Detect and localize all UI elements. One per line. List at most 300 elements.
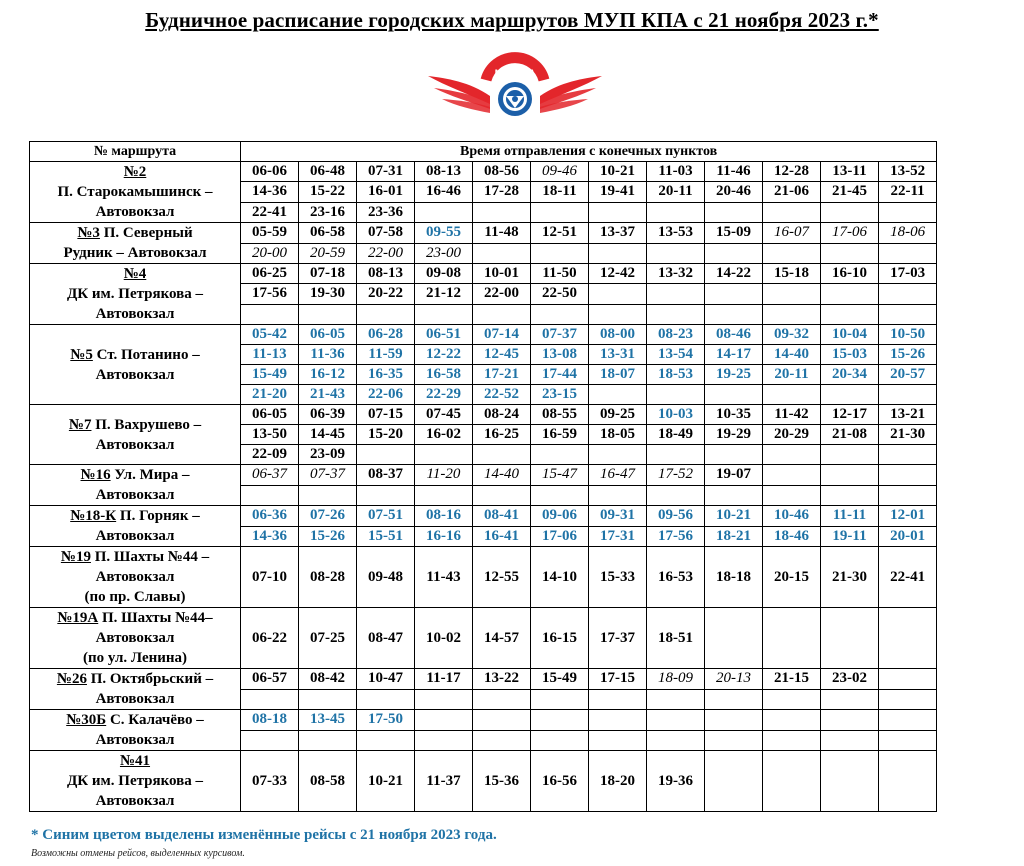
departure-time-cell: 11-37 (415, 751, 473, 812)
departure-time-cell (647, 243, 705, 264)
route-name-line: Автовокзал (95, 630, 175, 646)
departure-time-cell (473, 243, 531, 264)
departure-time-cell (531, 710, 589, 731)
departure-time-cell: 07-10 (241, 547, 299, 608)
departure-time-cell (647, 689, 705, 710)
departure-time-cell (821, 243, 879, 264)
departure-time-cell: 18-11 (531, 182, 589, 202)
departure-time-cell (589, 243, 647, 264)
departure-time-cell: 11-17 (415, 669, 473, 690)
departure-time-cell: 06-51 (415, 325, 473, 345)
departure-time-cell (357, 445, 415, 465)
departure-time-cell (763, 608, 821, 669)
route-cell (30, 710, 241, 751)
departure-time-cell (821, 608, 879, 669)
departure-time-cell (763, 243, 821, 264)
departure-time-cell: 07-37 (299, 465, 357, 486)
departure-time-cell: 14-36 (241, 182, 299, 202)
route-cell (30, 264, 241, 325)
route-name-line: П. Старокамышинск – (57, 184, 213, 200)
schedule-row (30, 751, 937, 812)
departure-time-cell: 12-28 (763, 162, 821, 182)
departure-time-cell: 15-03 (821, 345, 879, 365)
departure-time-cell (879, 485, 937, 506)
route-number: №3 (77, 225, 100, 241)
departure-time-cell: 08-55 (531, 405, 589, 425)
departure-time-cell: 09-08 (415, 264, 473, 284)
departure-time-cell (879, 304, 937, 324)
route-number: №7 (68, 416, 92, 433)
departure-time-cell (473, 730, 531, 751)
departure-time-cell (589, 730, 647, 751)
departure-time-cell: 06-36 (241, 506, 299, 527)
departure-time-cell: 16-02 (415, 425, 473, 445)
departure-time-cell (531, 689, 589, 710)
departure-time-cell: 06-58 (299, 223, 357, 244)
departure-time-cell: 09-48 (357, 547, 415, 608)
departure-time-cell: 06-05 (241, 405, 299, 425)
departure-time-cell: 07-15 (357, 405, 415, 425)
departure-time-cell: 15-36 (473, 751, 531, 812)
departure-time-cell: 16-47 (589, 465, 647, 486)
departure-time-cell: 07-45 (415, 405, 473, 425)
departure-time-cell: 08-00 (589, 325, 647, 345)
departure-time-cell: 17-21 (473, 365, 531, 385)
departure-time-cell: 12-51 (531, 223, 589, 244)
departure-time-cell (531, 202, 589, 222)
departure-time-cell: 10-46 (763, 506, 821, 527)
departure-time-cell: 15-47 (531, 465, 589, 486)
departure-time-cell (763, 751, 821, 812)
departure-time-cell: 22-09 (241, 445, 299, 465)
departure-time-cell: 10-47 (357, 669, 415, 690)
departure-time-cell: 17-56 (241, 284, 299, 304)
departure-time-cell: 16-25 (473, 425, 531, 445)
departure-time-cell (879, 689, 937, 710)
departure-time-cell: 06-37 (241, 465, 299, 486)
departure-time-cell: 08-42 (299, 669, 357, 690)
departure-time-cell (705, 445, 763, 465)
departure-time-cell: 23-15 (531, 385, 589, 405)
departure-time-cell: 21-45 (821, 182, 879, 202)
departure-time-cell: 16-41 (473, 526, 531, 547)
departure-time-cell (821, 385, 879, 405)
route-name-line: Автовокзал (95, 366, 175, 383)
departure-time-cell: 19-36 (647, 751, 705, 812)
departure-time-cell: 13-08 (531, 345, 589, 365)
departure-time-cell: 17-06 (531, 526, 589, 547)
departure-time-cell (241, 689, 299, 710)
departure-time-cell: 11-36 (299, 345, 357, 365)
departure-time-cell: 20-01 (879, 526, 937, 547)
departure-time-cell: 07-51 (357, 506, 415, 527)
departure-time-cell (531, 445, 589, 465)
departure-time-cell: 19-25 (705, 365, 763, 385)
departure-time-cell (821, 284, 879, 304)
departure-time-cell: 07-37 (531, 325, 589, 345)
departure-time-cell: 07-33 (241, 751, 299, 812)
departure-time-cell (589, 284, 647, 304)
departure-time-cell: 22-00 (357, 243, 415, 264)
departure-time-cell: 18-18 (705, 547, 763, 608)
departure-time-cell: 18-07 (589, 365, 647, 385)
departure-time-cell: 21-30 (879, 425, 937, 445)
departure-time-cell: 20-22 (357, 284, 415, 304)
departure-time-cell: 13-45 (299, 710, 357, 731)
departure-time-cell: 17-50 (357, 710, 415, 731)
route-name-line: ДК им. Петрякова – (66, 773, 204, 789)
schedule-row (30, 669, 937, 690)
departure-time-cell (299, 485, 357, 506)
route-name-line: Автовокзал (95, 528, 175, 544)
departure-time-cell (879, 445, 937, 465)
route-name-line: С. Калачёво – (106, 712, 204, 728)
route-name-line: П. Октябрьский – (86, 671, 214, 687)
schedule-row (30, 264, 937, 284)
departure-time-cell: 19-07 (705, 465, 763, 486)
departure-time-cell (879, 284, 937, 304)
header-route-number: № маршрута (30, 142, 241, 162)
departure-time-cell: 17-31 (589, 526, 647, 547)
departure-time-cell: 10-02 (415, 608, 473, 669)
departure-time-cell (821, 730, 879, 751)
departure-time-cell (705, 243, 763, 264)
departure-time-cell (763, 445, 821, 465)
departure-time-cell: 14-40 (473, 465, 531, 486)
route-name-line: Ул. Мира – (110, 467, 190, 483)
departure-time-cell: 06-57 (241, 669, 299, 690)
route-name-line: (по пр. Славы) (84, 589, 186, 605)
departure-time-cell: 17-52 (647, 465, 705, 486)
svg-text:МУП КПА: МУП КПА (494, 68, 536, 78)
departure-time-cell: 15-22 (299, 182, 357, 202)
departure-time-cell: 20-29 (763, 425, 821, 445)
departure-time-cell: 20-15 (763, 547, 821, 608)
departure-time-cell (357, 304, 415, 324)
route-name-line: (по ул. Ленина) (82, 650, 188, 666)
schedule-row (30, 506, 937, 527)
departure-time-cell (473, 445, 531, 465)
departure-time-cell: 15-33 (589, 547, 647, 608)
departure-time-cell: 17-28 (473, 182, 531, 202)
departure-time-cell: 18-05 (589, 425, 647, 445)
departure-time-cell (589, 202, 647, 222)
departure-time-cell (589, 710, 647, 731)
departure-time-cell: 12-22 (415, 345, 473, 365)
schedule-row (30, 223, 937, 244)
departure-time-cell: 18-53 (647, 365, 705, 385)
departure-time-cell: 09-31 (589, 506, 647, 527)
route-name-line: П. Северный (99, 225, 193, 241)
departure-time-cell: 09-46 (531, 162, 589, 182)
departure-time-cell: 06-25 (241, 264, 299, 284)
departure-time-cell (415, 445, 473, 465)
schedule-row (30, 325, 937, 345)
departure-time-cell (531, 485, 589, 506)
departure-time-cell: 18-51 (647, 608, 705, 669)
departure-time-cell: 12-17 (821, 405, 879, 425)
departure-time-cell (763, 202, 821, 222)
departure-time-cell: 16-58 (415, 365, 473, 385)
departure-time-cell (705, 202, 763, 222)
departure-time-cell (589, 689, 647, 710)
departure-time-cell: 15-09 (705, 223, 763, 244)
departure-time-cell (647, 385, 705, 405)
departure-time-cell (821, 689, 879, 710)
departure-time-cell: 17-03 (879, 264, 937, 284)
departure-time-cell: 19-41 (589, 182, 647, 202)
departure-time-cell: 10-50 (879, 325, 937, 345)
departure-time-cell: 13-52 (879, 162, 937, 182)
departure-time-cell (705, 485, 763, 506)
departure-time-cell (821, 465, 879, 486)
departure-time-cell: 18-21 (705, 526, 763, 547)
departure-time-cell (357, 689, 415, 710)
departure-time-cell: 20-11 (647, 182, 705, 202)
schedule-row (30, 710, 937, 731)
departure-time-cell: 12-01 (879, 506, 937, 527)
departure-time-cell (241, 485, 299, 506)
departure-time-cell: 16-56 (531, 751, 589, 812)
departure-time-cell: 14-45 (299, 425, 357, 445)
departure-time-cell (415, 304, 473, 324)
route-name-line: ДК им. Петрякова – (66, 286, 204, 302)
route-cell (30, 608, 241, 669)
departure-time-cell (763, 465, 821, 486)
departure-time-cell: 11-11 (821, 506, 879, 527)
departure-time-cell: 19-11 (821, 526, 879, 547)
departure-time-cell: 09-55 (415, 223, 473, 244)
departure-time-cell: 21-08 (821, 425, 879, 445)
departure-time-cell: 13-32 (647, 264, 705, 284)
departure-time-cell: 22-41 (879, 547, 937, 608)
departure-time-cell (415, 730, 473, 751)
departure-time-cell: 13-37 (589, 223, 647, 244)
departure-time-cell: 08-18 (241, 710, 299, 731)
departure-time-cell: 12-45 (473, 345, 531, 365)
departure-time-cell: 16-15 (531, 608, 589, 669)
departure-time-cell (879, 751, 937, 812)
departure-time-cell (647, 445, 705, 465)
note-changed-trips: * Синим цветом выделены изменённые рейсы с 21 ноября 2023 года. (31, 827, 497, 843)
departure-time-cell (879, 669, 937, 690)
departure-time-cell: 06-48 (299, 162, 357, 182)
departure-time-cell: 11-59 (357, 345, 415, 365)
route-cell (30, 223, 241, 264)
departure-time-cell (705, 284, 763, 304)
route-number: №2 (123, 164, 147, 180)
mup-kpa-logo (428, 52, 602, 128)
departure-time-cell (415, 689, 473, 710)
departure-time-cell (879, 243, 937, 264)
departure-time-cell: 18-46 (763, 526, 821, 547)
route-name-line: Автовокзал (95, 436, 175, 453)
departure-time-cell (705, 730, 763, 751)
route-name-line: Автовокзал (95, 732, 175, 748)
schedule-row (30, 465, 937, 486)
header-departure-times: Время отправления с конечных пунктов (241, 142, 937, 162)
departure-time-cell: 16-46 (415, 182, 473, 202)
departure-time-cell: 17-56 (647, 526, 705, 547)
departure-time-cell: 08-16 (415, 506, 473, 527)
departure-time-cell: 23-36 (357, 202, 415, 222)
departure-time-cell: 09-56 (647, 506, 705, 527)
departure-time-cell: 11-48 (473, 223, 531, 244)
departure-time-cell (879, 202, 937, 222)
departure-time-cell: 11-42 (763, 405, 821, 425)
schedule-table (29, 141, 937, 812)
departure-time-cell: 17-15 (589, 669, 647, 690)
departure-time-cell: 10-21 (357, 751, 415, 812)
departure-time-cell: 17-44 (531, 365, 589, 385)
departure-time-cell (763, 304, 821, 324)
route-name-line: П. Горняк – (116, 508, 200, 524)
departure-time-cell: 16-07 (763, 223, 821, 244)
route-name-line: Автовокзал (95, 691, 175, 707)
departure-time-cell: 21-30 (821, 547, 879, 608)
departure-time-cell: 16-12 (299, 365, 357, 385)
departure-time-cell: 06-22 (241, 608, 299, 669)
departure-time-cell: 07-18 (299, 264, 357, 284)
departure-time-cell: 05-59 (241, 223, 299, 244)
departure-time-cell (357, 485, 415, 506)
route-number: №19А (57, 610, 99, 626)
departure-time-cell: 13-53 (647, 223, 705, 244)
departure-time-cell: 11-43 (415, 547, 473, 608)
departure-time-cell: 09-32 (763, 325, 821, 345)
route-cell (30, 751, 241, 812)
departure-time-cell (473, 710, 531, 731)
departure-time-cell: 20-00 (241, 243, 299, 264)
departure-time-cell: 07-31 (357, 162, 415, 182)
schedule-row (30, 162, 937, 182)
route-cell (30, 669, 241, 710)
departure-time-cell: 15-26 (299, 526, 357, 547)
departure-time-cell: 14-17 (705, 345, 763, 365)
departure-time-cell (299, 689, 357, 710)
departure-time-cell (763, 689, 821, 710)
route-number: №18-К (70, 508, 117, 524)
departure-time-cell: 08-46 (705, 325, 763, 345)
departure-time-cell: 14-57 (473, 608, 531, 669)
departure-time-cell: 18-06 (879, 223, 937, 244)
departure-time-cell: 13-21 (879, 405, 937, 425)
departure-time-cell: 20-59 (299, 243, 357, 264)
departure-time-cell: 16-53 (647, 547, 705, 608)
departure-time-cell (705, 304, 763, 324)
departure-time-cell: 12-55 (473, 547, 531, 608)
departure-time-cell (763, 385, 821, 405)
departure-time-cell: 16-10 (821, 264, 879, 284)
departure-time-cell: 07-25 (299, 608, 357, 669)
departure-time-cell: 13-11 (821, 162, 879, 182)
departure-time-cell (647, 304, 705, 324)
departure-time-cell: 22-29 (415, 385, 473, 405)
route-cell (30, 405, 241, 465)
departure-time-cell: 14-10 (531, 547, 589, 608)
note-cancellations: Возможны отмены рейсов, выделенных курсивом. (31, 848, 245, 859)
page-title: Будничное расписание городских маршрутов МУП КПА с 21 ноября 2023 г.* (145, 8, 879, 32)
route-name-line: П. Шахты №44 – (90, 549, 210, 565)
departure-time-cell (647, 485, 705, 506)
departure-time-cell (879, 385, 937, 405)
route-name-line: П. Шахты №44– (98, 610, 213, 626)
departure-time-cell: 06-06 (241, 162, 299, 182)
departure-time-cell: 11-46 (705, 162, 763, 182)
departure-time-cell: 18-09 (647, 669, 705, 690)
departure-time-cell (763, 710, 821, 731)
departure-time-cell: 22-00 (473, 284, 531, 304)
departure-time-cell (473, 304, 531, 324)
departure-time-cell: 16-59 (531, 425, 589, 445)
departure-time-cell: 05-42 (241, 325, 299, 345)
departure-time-cell: 15-18 (763, 264, 821, 284)
departure-time-cell: 23-02 (821, 669, 879, 690)
departure-time-cell: 08-41 (473, 506, 531, 527)
departure-time-cell (473, 202, 531, 222)
route-number: №30Б (66, 712, 107, 728)
route-number: №16 (80, 467, 111, 483)
departure-time-cell: 21-06 (763, 182, 821, 202)
departure-time-cell: 10-21 (705, 506, 763, 527)
departure-time-cell: 11-13 (241, 345, 299, 365)
departure-time-cell: 06-05 (299, 325, 357, 345)
departure-time-cell: 10-35 (705, 405, 763, 425)
departure-time-cell: 22-06 (357, 385, 415, 405)
departure-time-cell: 16-01 (357, 182, 415, 202)
departure-time-cell: 13-31 (589, 345, 647, 365)
departure-time-cell: 21-43 (299, 385, 357, 405)
departure-time-cell: 14-40 (763, 345, 821, 365)
departure-time-cell (821, 710, 879, 731)
schedule-row (30, 547, 937, 608)
departure-time-cell: 08-37 (357, 465, 415, 486)
departure-time-cell (415, 485, 473, 506)
departure-time-cell: 09-25 (589, 405, 647, 425)
route-cell (30, 162, 241, 223)
route-name-line: Автовокзал (95, 306, 175, 322)
route-number: №19 (60, 549, 91, 565)
departure-time-cell (589, 485, 647, 506)
departure-time-cell: 14-22 (705, 264, 763, 284)
departure-time-cell (705, 608, 763, 669)
departure-time-cell (647, 284, 705, 304)
departure-time-cell: 20-57 (879, 365, 937, 385)
route-number: №4 (123, 266, 147, 282)
departure-time-cell: 14-36 (241, 526, 299, 547)
departure-time-cell (763, 284, 821, 304)
departure-time-cell (705, 385, 763, 405)
departure-time-cell: 22-41 (241, 202, 299, 222)
route-number: №5 (70, 346, 93, 363)
departure-time-cell (705, 689, 763, 710)
departure-time-cell: 06-39 (299, 405, 357, 425)
route-name-line: Автовокзал (95, 793, 175, 809)
departure-time-cell (879, 710, 937, 731)
departure-time-cell: 10-01 (473, 264, 531, 284)
departure-time-cell: 21-15 (763, 669, 821, 690)
departure-time-cell: 08-56 (473, 162, 531, 182)
departure-time-cell: 23-16 (299, 202, 357, 222)
departure-time-cell (821, 751, 879, 812)
departure-time-cell: 08-23 (647, 325, 705, 345)
departure-time-cell: 10-04 (821, 325, 879, 345)
departure-time-cell: 08-13 (415, 162, 473, 182)
departure-time-cell (647, 710, 705, 731)
route-cell (30, 325, 241, 405)
departure-time-cell: 15-49 (531, 669, 589, 690)
departure-time-cell: 22-50 (531, 284, 589, 304)
